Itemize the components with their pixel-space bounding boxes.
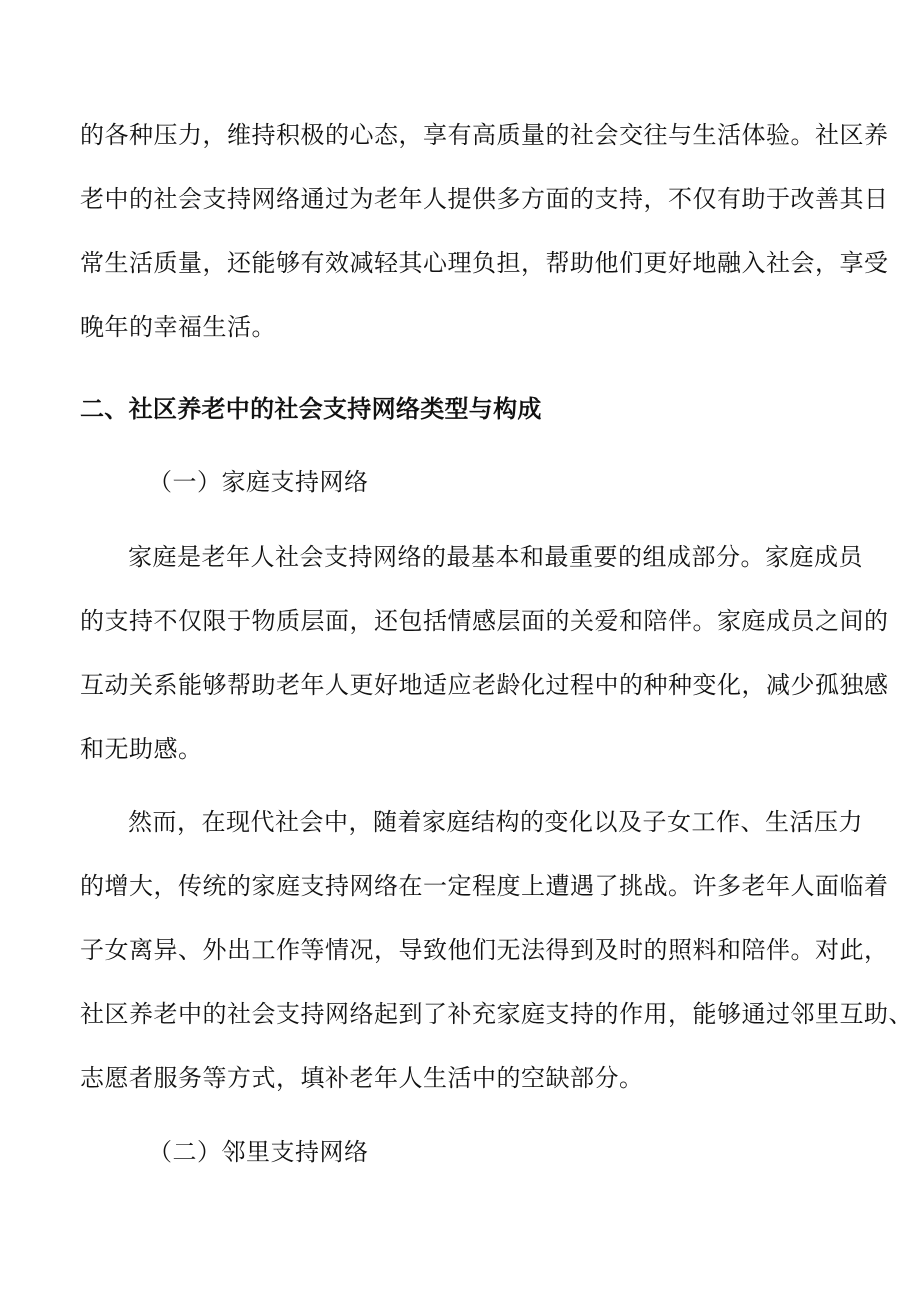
paragraph-challenge-line-5: 志愿者服务等方式，填补老年人生活中的空缺部分。 <box>80 1064 644 1092</box>
paragraph-family-line-3: 互动关系能够帮助老年人更好地适应老龄化过程中的种种变化，减少孤独感 <box>80 671 889 699</box>
section-heading: 二、社区养老中的社会支持网络类型与构成 <box>80 395 542 423</box>
paragraph-intro-line-3: 常生活质量，还能够有效减轻其心理负担，帮助他们更好地融入社会，享受 <box>80 249 889 277</box>
paragraph-intro-line-1: 的各种压力，维持积极的心态，享有高质量的社会交往与生活体验。社区养 <box>80 121 889 149</box>
paragraph-challenge-line-3: 子女离异、外出工作等情况，导致他们无法得到及时的照料和陪伴。对此， <box>80 936 889 964</box>
paragraph-challenge-line-1: 然而，在现代社会中，随着家庭结构的变化以及子女工作、生活压力 <box>128 808 863 836</box>
paragraph-challenge-line-2: 的增大，传统的家庭支持网络在一定程度上遭遇了挑战。许多老年人面临着 <box>80 872 889 900</box>
paragraph-intro-line-4: 晚年的幸福生活。 <box>80 313 276 341</box>
paragraph-family-line-1: 家庭是老年人社会支持网络的最基本和最重要的组成部分。家庭成员 <box>128 543 863 571</box>
subsection-heading-family: （一）家庭支持网络 <box>148 468 369 496</box>
paragraph-family-line-4: 和无助感。 <box>80 735 203 763</box>
paragraph-challenge-line-4: 社区养老中的社会支持网络起到了补充家庭支持的作用，能够通过邻里互助、 <box>80 1000 913 1028</box>
paragraph-intro-line-2: 老中的社会支持网络通过为老年人提供多方面的支持，不仅有助于改善其日 <box>80 185 889 213</box>
paragraph-family-line-2: 的支持不仅限于物质层面，还包括情感层面的关爱和陪伴。家庭成员之间的 <box>80 607 889 635</box>
subsection-heading-neighbor: （二）邻里支持网络 <box>148 1138 369 1166</box>
